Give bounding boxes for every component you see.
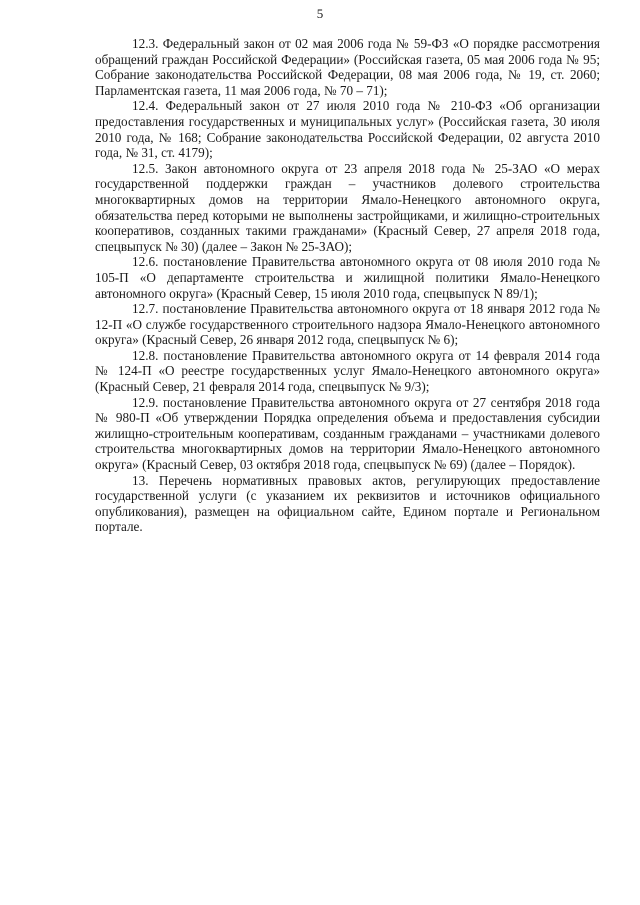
document-body <box>95 36 600 535</box>
page-number: 5 <box>316 6 324 21</box>
paragraph-13: 13. Перечень нормативных правовых актов, регулирующих предоставление государственной услуги (с указанием их реквизитов и источников официального опубликования), размещен на официальном сайте, Едином портале и Региональном портале. <box>95 472 600 535</box>
paragraph-12-7: 12.7. постановление Правительства автономного округа от 18 января 2012 года № 12-П «О службе государственного строительного надзора Ямало-Ненецкого автономного округа» (Красный Север, 26 января 2012 года, спецвыпуск № 6); <box>95 301 600 348</box>
paragraph-12-8: 12.8. постановление Правительства автономного округа от 14 февраля 2014 года № 124-П «О реестре государственных услуг Ямало-Ненецкого автономного округа» (Красный Север, 21 февраля 2014 года, спецвыпуск № 9/3); <box>95 347 600 395</box>
paragraph-12-4: 12.4. Федеральный закон от 27 июля 2010 года № 210-ФЗ «Об организации предоставления государственных и муниципальных услуг» (Российская газета, 30 июля 2010 года, № 168; Собрание законодательства Российской Федерации, 02 августа 2010 года, № 31, ст. 4179); <box>95 98 600 161</box>
paragraph-12-6: 12.6. постановление Правительства автономного округа от 08 июля 2010 года № 105-П «О департаменте строительства и жилищной политики Ямало-Ненецкого автономного округа» (Красный Север, 15 июля 2010 года, спецвыпуск N 89/1); <box>95 254 600 301</box>
paragraph-12-5: 12.5. Закон автономного округа от 23 апреля 2018 года № 25-ЗАО «О мерах государственной поддержки граждан – участников долевого строительства многоквартирных домов на территории Ямало-Ненецкого автономного округа, обязательства перед которыми не выполнены застройщиками, и жилищно-строительных кооперативов, созданных такими гражданами» (Красный Север, 27 апреля 2018 года, спецвыпуск № 30) (далее – Закон № 25-ЗАО); <box>95 160 600 254</box>
paragraph-12-3: 12.3. Федеральный закон от 02 мая 2006 года № 59-ФЗ «О порядке рассмотрения обращений граждан Российской Федерации» (Российская газета, 05 мая 2006 года № 95; Собрание законодательства Российской Федерации, 08 мая 2006 года, № 19, ст. 2060; Парламентская газета, 11 мая 2006 года, № 70 – 71); <box>95 36 600 98</box>
paragraph-12-9: 12.9. постановление Правительства автономного округа от 27 сентября 2018 года № 980-П «Об утверждении Порядка определения объема и предоставления субсидии жилищно-строительным кооперативам, созданным гражданами – участниками долевого строительства многоквартирных домов на территории Ямало-Ненецкого автономного округа» (Красный Север, 03 октября 2018 года, спецвыпуск № 69) (далее – Порядок). <box>95 394 600 473</box>
